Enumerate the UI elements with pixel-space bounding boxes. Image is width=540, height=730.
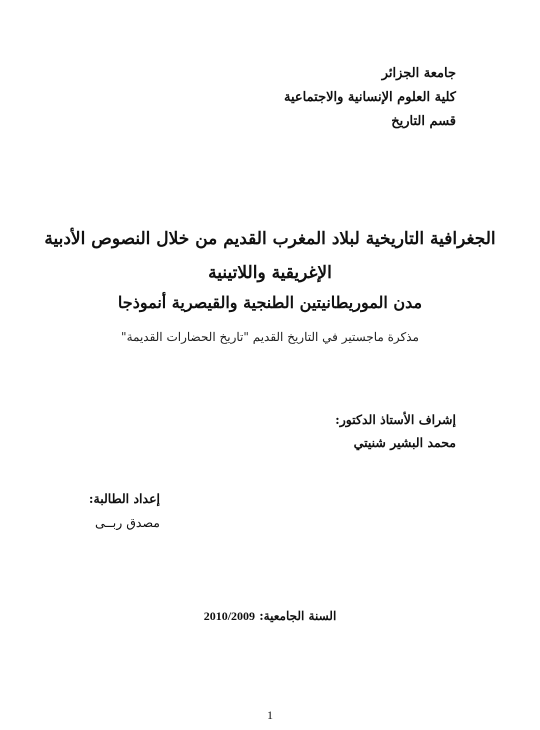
thesis-title: [40, 222, 500, 316]
student-block: [60, 486, 160, 534]
thesis-subtitle: مذكرة ماجستير في التاريخ القديم "تاريخ الحضارات القديمة": [121, 330, 419, 344]
title-line-1: الجغرافية التاريخية لبلاد المغرب القديم من خلال النصوص الأدبية: [44, 229, 496, 249]
academic-year-label: السنة الجامعية:: [259, 609, 337, 623]
page-number: 1: [267, 708, 273, 722]
supervisor-block: [256, 408, 456, 454]
academic-year: [150, 609, 390, 624]
title-line-2: الإغريقية واللاتينية: [208, 263, 332, 283]
university-name: جامعة الجزائر: [381, 66, 456, 81]
supervisor-label: إشراف الأستاذ الدكتور:: [335, 412, 456, 427]
title-line-3: مدن الموريطانيتين الطنجية والقيصرية أنموذجا: [117, 293, 423, 312]
department-name: قسم التاريخ: [391, 114, 456, 129]
institution-header: [196, 62, 456, 134]
student-label: إعداد الطالبة:: [88, 491, 160, 506]
supervisor-name: محمد البشير شنيتي: [353, 435, 456, 450]
faculty-name: كلية العلوم الإنسانية والاجتماعية: [284, 90, 456, 105]
academic-year-value: 2010/2009: [203, 609, 256, 623]
student-name: مصدق ربــى: [94, 515, 160, 530]
